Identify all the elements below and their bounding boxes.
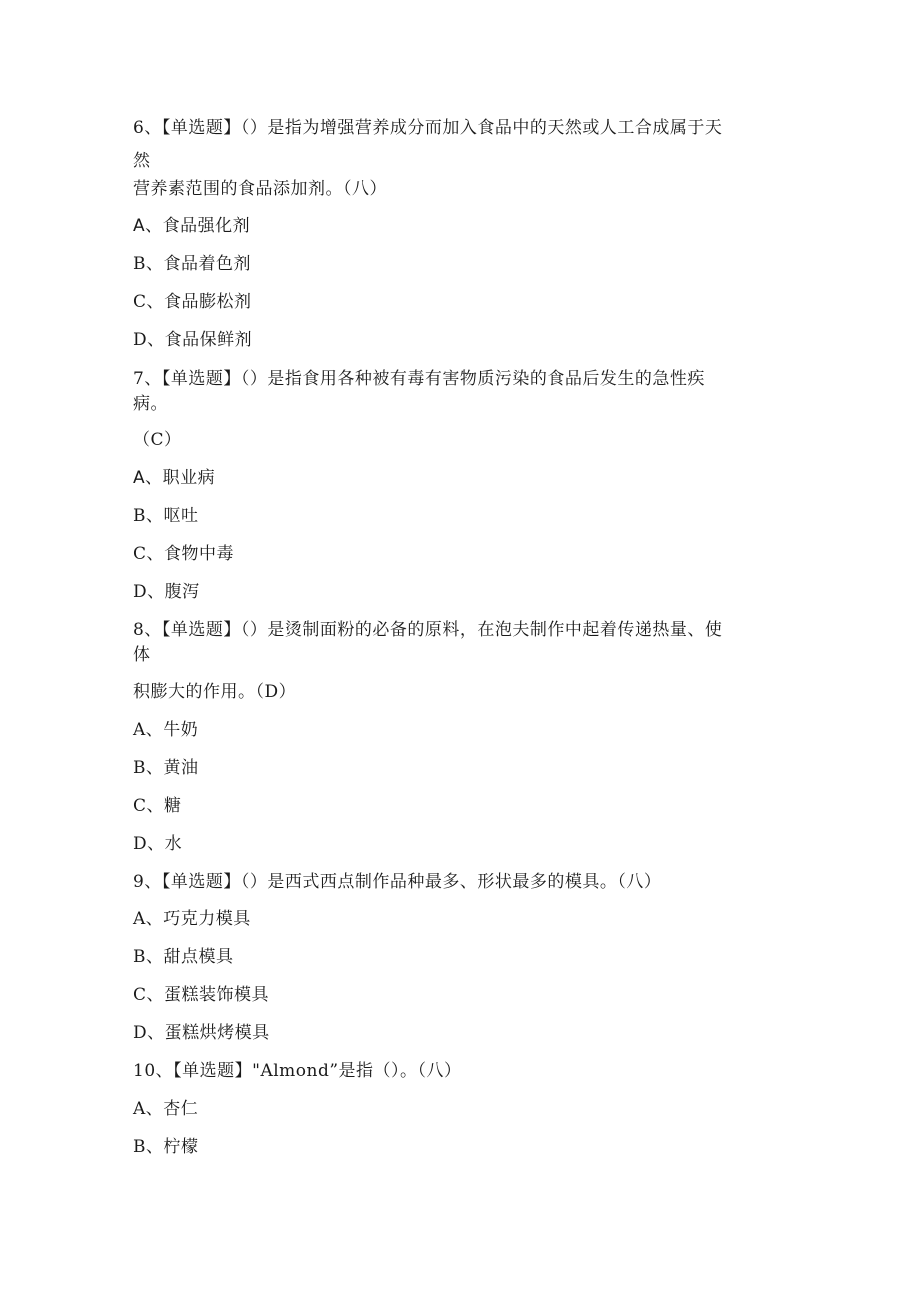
- question-9-option-a: A、巧克力模具: [133, 909, 251, 929]
- question-7-option-b: B、呕吐: [133, 506, 199, 526]
- question-9-text-line-1: 9、【单选题】（）是西式西点制作品种最多、形状最多的模具。（八）: [133, 872, 662, 892]
- question-8-option-c: C、糖: [133, 796, 182, 816]
- question-6-text-line-1: 6、【单选题】（）是指为增强营养成分而加入食品中的天然或人工合成属于天: [133, 118, 723, 138]
- question-7-text-line-1: 7、【单选题】（）是指食用各种被有毒有害物质污染的食品后发生的急性疾: [133, 369, 705, 389]
- question-10-option-b: B、柠檬: [133, 1137, 199, 1157]
- question-7-option-a: A、职业病: [133, 468, 216, 488]
- question-7-option-c: C、食物中毒: [133, 544, 235, 564]
- question-6-option-c: C、食品膨松剂: [133, 292, 252, 312]
- question-8-option-a: A、牛奶: [133, 720, 199, 740]
- question-8-option-d: D、水: [133, 834, 183, 854]
- question-6-text-line-2: 然: [133, 151, 151, 171]
- question-7-text-line-2: 病。: [133, 394, 168, 414]
- question-7-text-line-3: （C）: [133, 430, 182, 450]
- question-6-option-d: D、食品保鲜剂: [133, 330, 253, 350]
- question-8-text-line-2: 体: [133, 645, 151, 665]
- question-9-option-d: D、蛋糕烘烤模具: [133, 1023, 270, 1043]
- question-8-text-line-1: 8、【单选题】（）是烫制面粉的必备的原料，在泡夫制作中起着传递热量、使: [133, 620, 723, 640]
- question-8-text-line-3: 积膨大的作用。（D）: [133, 682, 297, 702]
- question-10-text-line-1: 10、【单选题】"Almond”是指（）。（八）: [133, 1061, 462, 1081]
- question-9-option-b: B、甜点模具: [133, 947, 234, 967]
- question-10-option-a: A、杏仁: [133, 1099, 199, 1119]
- question-8-option-b: B、黄油: [133, 758, 199, 778]
- question-6-option-b: B、食品着色剂: [133, 254, 251, 274]
- question-9-option-c: C、蛋糕装饰模具: [133, 985, 270, 1005]
- question-7-option-d: D、腹泻: [133, 582, 200, 602]
- question-6-text-line-3: 营养素范围的食品添加剂。（八）: [133, 179, 387, 199]
- question-6-option-a: A、食品强化剂: [133, 216, 251, 236]
